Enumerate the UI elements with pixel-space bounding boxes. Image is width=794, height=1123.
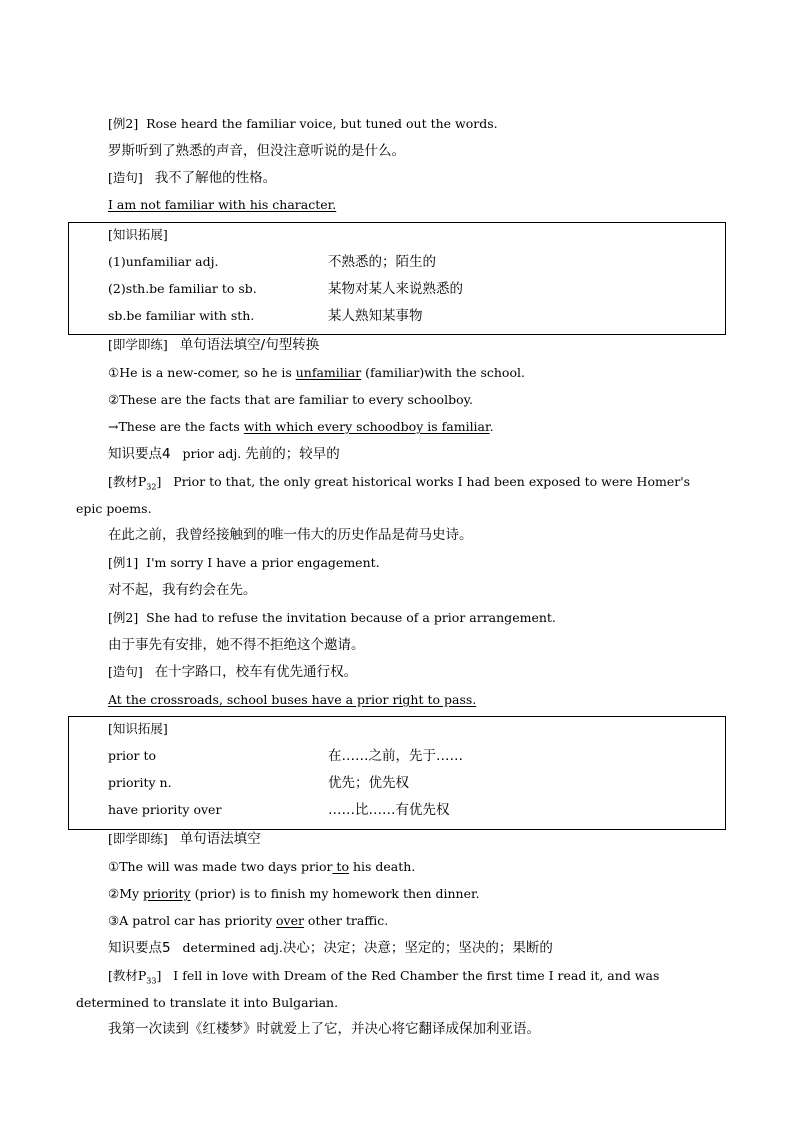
practice-heading — [108, 830, 261, 848]
zaoju-line — [108, 169, 276, 187]
example-label: [例2] — [108, 116, 139, 131]
practice-question: ②These are the facts that are familiar to every schoolboy. — [108, 392, 473, 407]
zaoju-text: 在十字路口，校车有优先通行权。 — [154, 664, 358, 680]
question-text: his death. — [348, 859, 416, 874]
box-row-cn: 某人熟知某事物 — [328, 308, 423, 324]
box-title: [知识拓展] — [108, 721, 168, 736]
zaoju-label: [造句] — [108, 170, 143, 185]
textbook-quote — [108, 473, 690, 497]
textbook-text: Prior to that, the only great historical works I had been exposed to were Homer's — [173, 474, 691, 489]
knowledge-point-heading — [108, 939, 553, 957]
answer-blank: over — [275, 913, 304, 928]
zaoju-answer: At the crossroads, school buses have a prior right to pass. — [108, 692, 477, 707]
textbook-text-cont: epic poems. — [76, 501, 152, 516]
question-text: other traffic. — [303, 913, 389, 928]
example-2-line — [108, 115, 498, 133]
practice-question — [108, 858, 415, 876]
knowledge-extension-box — [68, 716, 726, 830]
textbook-page: 32 — [146, 482, 157, 492]
answer-blank: with which every schoodboy is familiar — [243, 419, 490, 434]
box-row-en: priority n. — [108, 775, 172, 790]
zaoju-text: 我不了解他的性格。 — [154, 170, 277, 186]
box-title: [知识拓展] — [108, 227, 168, 242]
answer-blank: priority — [143, 886, 191, 901]
box-row-cn: ……比……有优先权 — [328, 802, 450, 818]
zaoju-answer: I am not familiar with his character. — [108, 197, 337, 212]
point-label: 知识要点4 — [108, 446, 171, 462]
textbook-page: 33 — [146, 976, 157, 986]
zaoju-line — [108, 663, 357, 681]
example-label: [例2] — [108, 610, 139, 625]
point-meaning: 先前的；较早的 — [245, 446, 340, 462]
textbook-translation: 在此之前，我曾经接触到的唯一伟大的历史作品是荷马史诗。 — [108, 527, 473, 543]
textbook-translation: 我第一次读到《红楼梦》时就爱上了它，并决心将它翻译成保加利亚语。 — [108, 1021, 540, 1037]
textbook-label: [教材P — [108, 474, 147, 489]
textbook-text-cont: determined to translate it into Bulgarian. — [76, 995, 339, 1010]
practice-title: 单句语法填空 — [179, 831, 261, 847]
box-row-cn: 不熟悉的；陌生的 — [328, 254, 436, 270]
practice-heading — [108, 336, 319, 354]
example-label: [例1] — [108, 555, 139, 570]
question-text: . — [489, 419, 494, 434]
practice-question — [108, 418, 494, 436]
practice-label: [即学即练] — [108, 831, 168, 846]
practice-label: [即学即练] — [108, 337, 168, 352]
box-row-cn: 优先；优先权 — [328, 775, 409, 791]
box-row-en: sb.be familiar with sth. — [108, 308, 255, 323]
point-label: 知识要点5 — [108, 940, 171, 956]
knowledge-point-heading — [108, 445, 340, 463]
question-text: ②My — [108, 886, 144, 901]
question-text: →These are the facts — [108, 419, 244, 434]
question-text: ③A patrol car has priority — [108, 913, 276, 928]
box-row-cn: 在……之前，先于…… — [328, 748, 463, 764]
example-text: She had to refuse the invitation because of a prior arrangement. — [146, 610, 556, 625]
example-1-line — [108, 554, 380, 572]
practice-question — [108, 885, 480, 903]
point-word: prior adj. — [182, 446, 242, 461]
box-row-en: prior to — [108, 748, 156, 763]
zaoju-label: [造句] — [108, 664, 143, 679]
example-2-line — [108, 609, 556, 627]
textbook-bracket: ] — [156, 474, 162, 489]
point-word: determined adj. — [182, 940, 283, 955]
answer-blank: to — [332, 859, 349, 874]
example-1-translation: 对不起，我有约会在先。 — [108, 582, 257, 598]
question-text: (prior) is to finish my homework then dinner. — [190, 886, 480, 901]
question-text: ①The will was made two days prior — [108, 859, 333, 874]
practice-title: 单句语法填空/句型转换 — [179, 337, 320, 353]
answer-blank: unfamiliar — [295, 365, 362, 380]
example-2-translation: 由于事先有安排，她不得不拒绝这个邀请。 — [108, 637, 365, 653]
textbook-bracket: ] — [156, 968, 162, 983]
box-row-en: (2)sth.be familiar to sb. — [108, 281, 257, 296]
example-2-translation: 罗斯听到了熟悉的声音，但没注意听说的是什么。 — [108, 143, 405, 159]
practice-question — [108, 364, 525, 382]
box-row-en: have priority over — [108, 802, 222, 817]
textbook-quote — [108, 967, 659, 991]
practice-question — [108, 912, 388, 930]
question-text: ①He is a new-comer, so he is — [108, 365, 296, 380]
box-row-en: (1)unfamiliar adj. — [108, 254, 219, 269]
textbook-text: I fell in love with Dream of the Red Chamber the first time I read it, and was — [173, 968, 660, 983]
textbook-label: [教材P — [108, 968, 147, 983]
box-row-cn: 某物对某人来说熟悉的 — [328, 281, 463, 297]
point-meaning: 决心；决定；决意；坚定的；坚决的；果断的 — [282, 940, 553, 956]
knowledge-extension-box — [68, 222, 726, 335]
example-text: Rose heard the familiar voice, but tuned out the words. — [146, 116, 498, 131]
example-text: I'm sorry I have a prior engagement. — [146, 555, 380, 570]
question-text: (familiar)with the school. — [361, 365, 525, 380]
